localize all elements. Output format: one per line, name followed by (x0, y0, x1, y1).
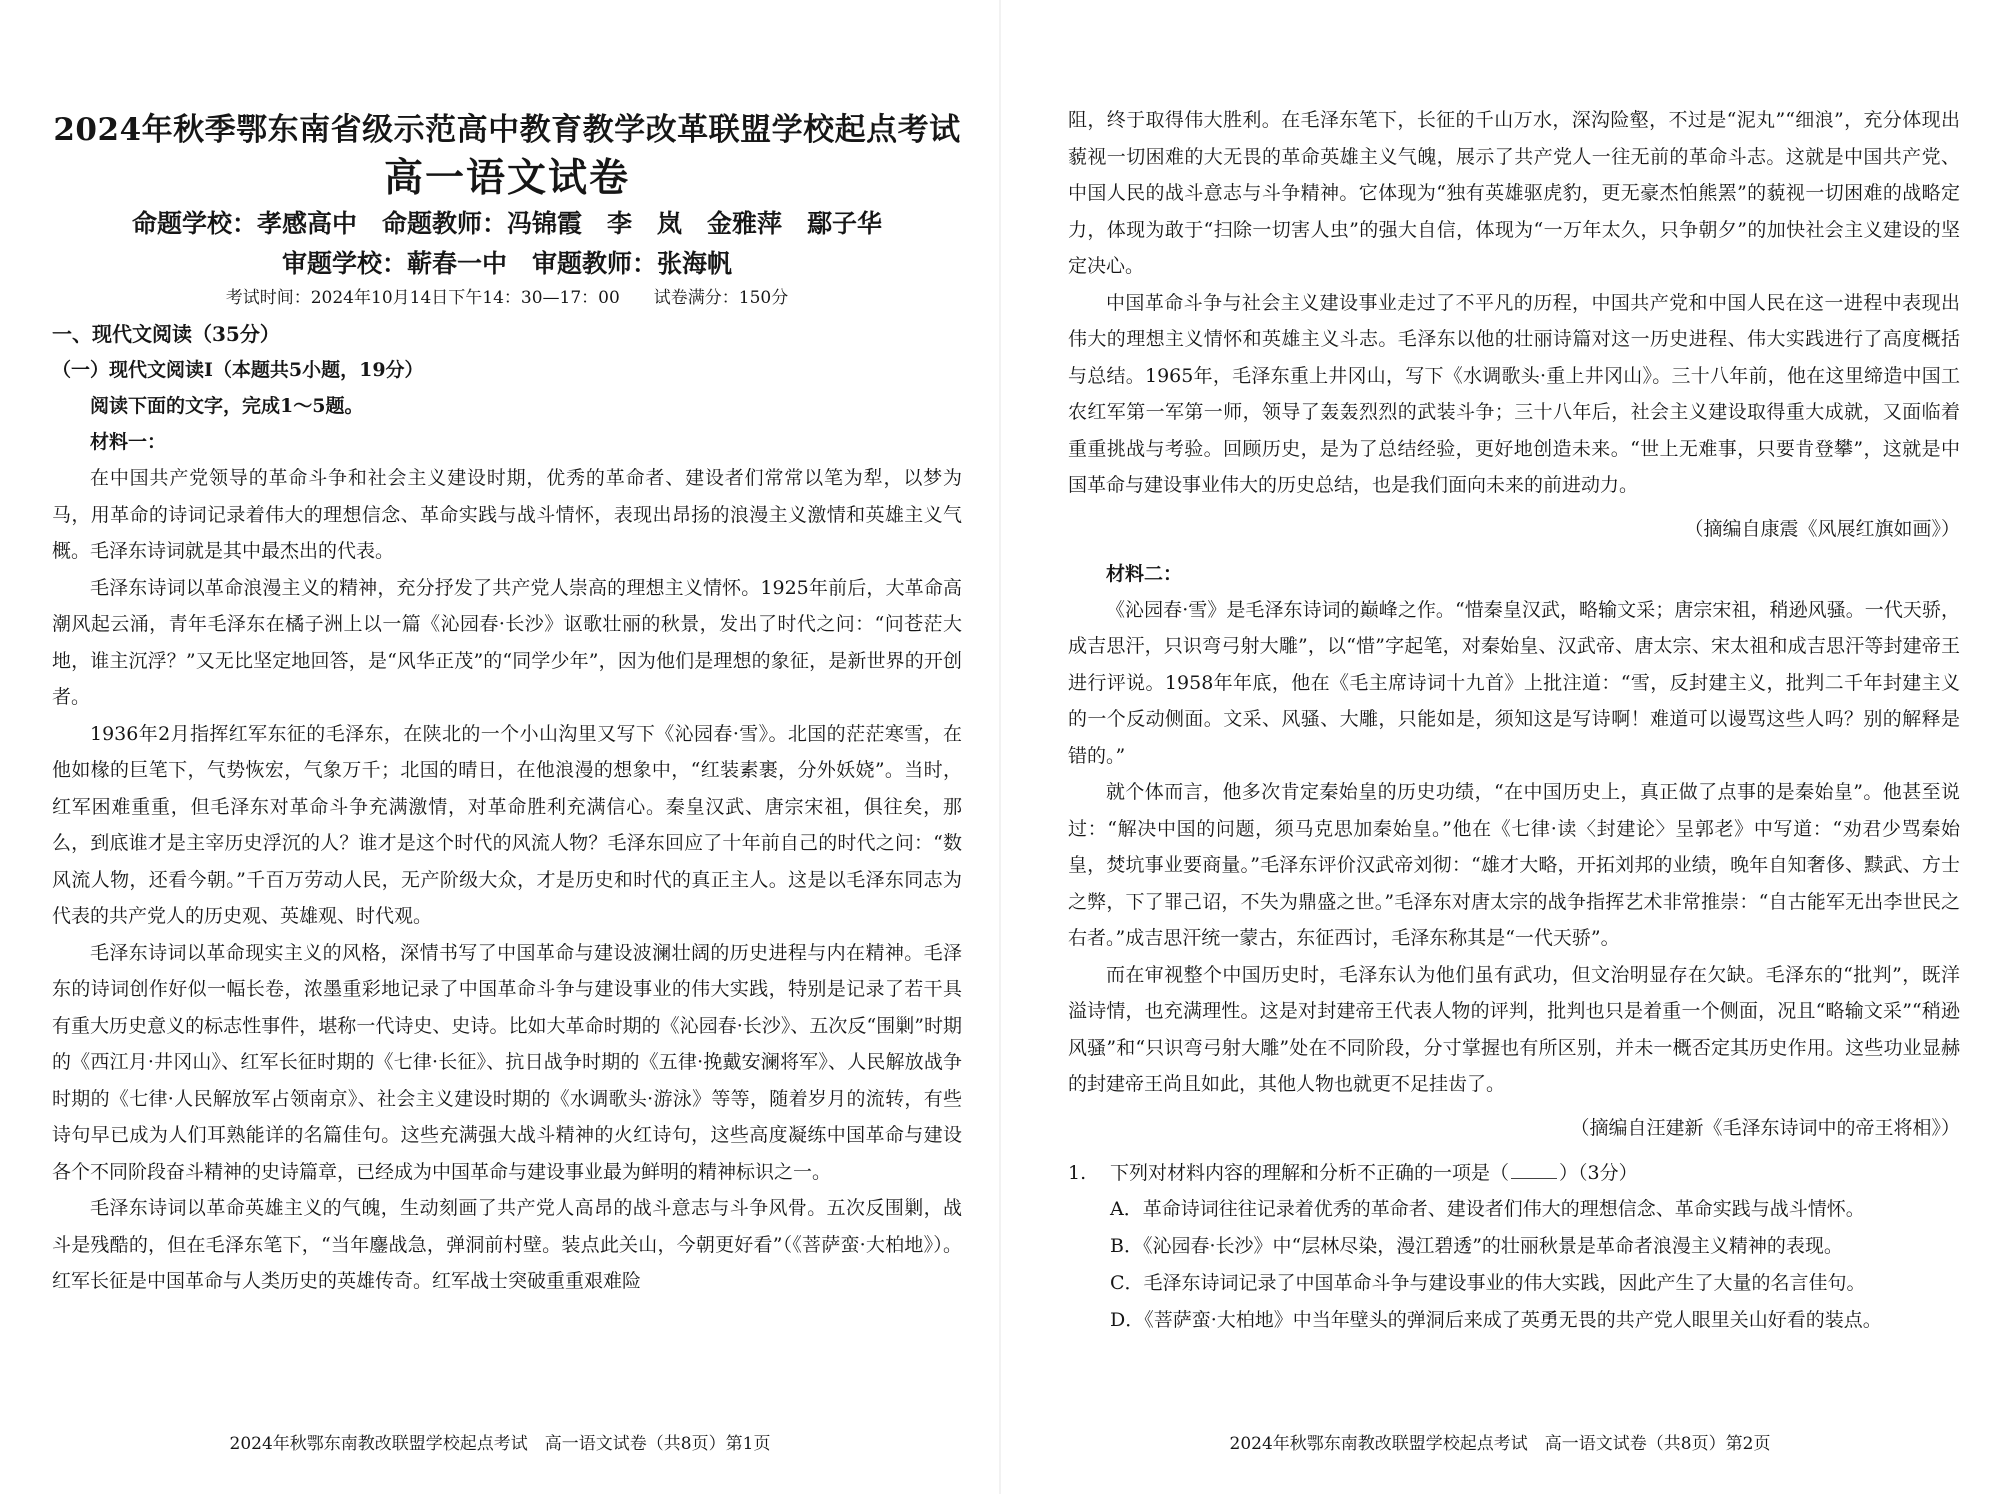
paragraph: 1936年2月指挥红军东征的毛泽东，在陕北的一个小山沟里又写下《沁园春·雪》。北国的茫茫寒雪，在他如椽的巨笔下，气势恢宏，气象万千；北国的晴日，在他浪漫的想象中，“红装素裹，分外妖娆”。当时，红军困难重重，但毛泽东对革命斗争充满激情，对革命胜利充满信心。秦皇汉武、唐宗宋祖，俱往矣，那么，到底谁才是主宰历史浮沉的人？谁才是这个时代的风流人物？毛泽东回应了十年前自己的时代之问：“数风流人物，还看今朝。”千百万劳动人民，无产阶级大众，才是历史和时代的真正主人。这是以毛泽东同志为代表的共产党人的历史观、英雄观、时代观。 (52, 722, 962, 927)
paragraph: 在中国共产党领导的革命斗争和社会主义建设时期，优秀的革命者、建设者们常常以笔为犁，以梦为马，用革命的诗词记录着伟大的理想信念、革命实践与战斗情怀，表现出昂扬的浪漫主义激情和英雄主义气概。毛泽东诗词就是其中最杰出的代表。 (52, 467, 962, 562)
page-footer: 2024年秋鄂东南教改联盟学校起点考试 高一语文试卷（共8页）第1页 (229, 1434, 771, 1454)
question-score: ）（3分） (1559, 1161, 1638, 1184)
exam-title: 2024年秋季鄂东南省级示范高中教育教学改革联盟学校起点考试 (53, 112, 961, 148)
option-b: B．《沁园春·长沙》中“层林尽染，漫江碧透”的壮丽秋景是革命者浪漫主义精神的表现。 (1110, 1234, 1843, 1257)
option-d: D．《菩萨蛮·大柏地》中当年壁头的弹洞后来成了英勇无畏的共产党人眼里关山好看的装点。 (1110, 1308, 1882, 1331)
paragraph: 《沁园春·雪》是毛泽东诗词的巅峰之作。“惜秦皇汉武，略输文采；唐宗宋祖，稍逊风骚。一代天骄，成吉思汗，只识弯弓射大雕”，以“惜”字起笔，对秦始皇、汉武帝、唐太宗、宋太祖和成吉思汗等封建帝王进行评说。1958年年底，他在《毛主席诗词十九首》上批注道：“雪，反封建主义，批判二千年封建主义的一个反动侧面。文采、风骚、大雕，只能如是，须知这是写诗啊！难道可以谩骂这些人吗？别的解释是错的。” (1068, 598, 1960, 767)
paragraph: 毛泽东诗词以革命浪漫主义的精神，充分抒发了共产党人崇高的理想主义情怀。1925年前后，大革命高潮风起云涌，青年毛泽东在橘子洲上以一篇《沁园春·长沙》讴歌壮丽的秋景，发出了时代之问：“问苍茫大地，谁主沉浮？”又无比坚定地回答，是“风华正茂”的“同学少年”，因为他们是理想的象征，是新世界的开创者。 (52, 576, 962, 708)
source-citation: （摘编自康震《风展红旗如画》） (1684, 517, 1960, 540)
option-c: C．毛泽东诗词记录了中国革命斗争与建设事业的伟大实践，因此产生了大量的名言佳句。 (1110, 1271, 1866, 1294)
source-citation: （摘编自汪建新《毛泽东诗词中的帝王将相》） (1570, 1116, 1960, 1139)
question-stem: 下列对材料内容的理解和分析不正确的一项是（ (1110, 1161, 1510, 1184)
paragraph: 毛泽东诗词以革命现实主义的风格，深情书写了中国革命与建设波澜壮阔的历史进程与内在精神。毛泽东的诗词创作好似一幅长卷，浓墨重彩地记录了中国革命斗争与建设事业的伟大实践，特别是记录了若干具有重大历史意义的标志性事件，堪称一代诗史、史诗。比如大革命时期的《沁园春·长沙》、五次反“围剿”时期的《西江月·井冈山》、红军长征时期的《七律·长征》、抗日战争时期的《五律·挽戴安澜将军》、人民解放战争时期的《七律·人民解放军占领南京》、社会主义建设时期的《水调歌头·游泳》等等，随着岁月的流转，有些诗句早已成为人们耳熟能详的名篇佳句。这些充满强大战斗精神的火红诗句，这些高度凝练中国革命与建设各个不同阶段奋斗精神的史诗篇章，已经成为中国革命与建设事业最为鲜明的精神标识之一。 (52, 941, 962, 1183)
reading-instruction: 阅读下面的文字，完成1～5题。 (90, 395, 364, 417)
paragraph: 中国革命斗争与社会主义建设事业走过了不平凡的历程，中国共产党和中国人民在这一进程中表现出伟大的理想主义情怀和英雄主义斗志。毛泽东以他的壮丽诗篇对这一历史进程、伟大实践进行了高度概括与总结。1965年，毛泽东重上井冈山，写下《水调歌头·重上井冈山》。三十八年前，他在这里缔造中国工农红军第一军第一师，领导了轰轰烈烈的武装斗争；三十八年后，社会主义建设取得重大成就，又面临着重重挑战与考验。回顾历史，是为了总结经验，更好地创造未来。“世上无难事，只要肯登攀”，这就是中国革命与建设事业伟大的历史总结，也是我们面向未来的前进动力。 (1068, 291, 1960, 496)
material-1-label: 材料一： (90, 431, 167, 453)
authors-line: 命题学校：孝感高中 命题教师：冯锦霞 李 岚 金雅萍 鄢子华 (131, 209, 882, 238)
option-a: A．革命诗词往往记录着优秀的革命者、建设者们伟大的理想信念、革命实践与战斗情怀。 (1110, 1197, 1865, 1220)
exam-info: 考试时间：2024年10月14日下午14：30—17：00 试卷满分：150分 (225, 288, 789, 308)
page-2 (1000, 0, 2000, 1494)
paragraph: 就个体而言，他多次肯定秦始皇的历史功绩，“在中国历史上，真正做了点事的是秦始皇”。他甚至说过：“解决中国的问题，须马克思加秦始皇。”他在《七律·读〈封建论〉呈郭老》中写道：“劝君少骂秦始皇，焚坑事业要商量。”毛泽东评价汉武帝刘彻：“雄才大略，开拓刘邦的业绩，晚年自知奢侈、黩武、方士之弊，下了罪己诏，不失为鼎盛之世。”毛泽东对唐太宗的战争指挥艺术非常推崇：“自古能军无出李世民之右者。”成吉思汗统一蒙古，东征西讨，毛泽东称其是“一代天骄”。 (1068, 781, 1960, 949)
page-footer: 2024年秋鄂东南教改联盟学校起点考试 高一语文试卷（共8页）第2页 (1229, 1434, 1771, 1454)
section-heading: 一、现代文阅读（35分） (52, 322, 280, 346)
reviewers-line: 审题学校：蕲春一中 审题教师：张海帆 (281, 249, 732, 278)
paragraph: 毛泽东诗词以革命英雄主义的气魄，生动刻画了共产党人高昂的战斗意志与斗争风骨。五次反围剿，战斗是残酷的，但在毛泽东笔下，“当年鏖战急，弹洞前村壁。装点此关山，今朝更好看”（《菩萨蛮·大柏地》）。红军长征是中国革命与人类历史的英雄传奇。红军战士突破重重艰难险 (52, 1197, 962, 1292)
answer-blank[interactable] (1511, 1178, 1557, 1179)
paper-title: 高一语文试卷 (383, 155, 630, 201)
question-number: 1. (1068, 1161, 1087, 1184)
paragraph: 而在审视整个中国历史时，毛泽东认为他们虽有武功，但文治明显存在欠缺。毛泽东的“批判”，既洋溢诗情，也充满理性。这是对封建帝王代表人物的评判，批判也只是着重一个侧面，况且“略输文采”“稍逊风骚”和“只识弯弓射大雕”处在不同阶段，分寸掌握也有所区别，并未一概否定其历史作用。这些功业显赫的封建帝王尚且如此，其他人物也就更不足挂齿了。 (1068, 963, 1960, 1095)
material-2-label: 材料二： (1106, 562, 1183, 585)
subsection-heading: （一）现代文阅读Ⅰ（本题共5小题，19分） (52, 359, 424, 381)
question-1 (1068, 1155, 1960, 1191)
paragraph-continued: 阻，终于取得伟大胜利。在毛泽东笔下，长征的千山万水，深沟险壑，不过是“泥丸”“细浪”，充分体现出藐视一切困难的大无畏的革命英雄主义气魄，展示了共产党人一往无前的革命斗志。这就是中国共产党、中国人民的战斗意志与斗争精神。它体现为“独有英雄驱虎豹，更无豪杰怕熊罴”的藐视一切困难的战略定力，体现为敢于“扫除一切害人虫”的强大自信，体现为“一万年太久，只争朝夕”的加快社会主义建设的坚定决心。 (1068, 109, 1960, 277)
